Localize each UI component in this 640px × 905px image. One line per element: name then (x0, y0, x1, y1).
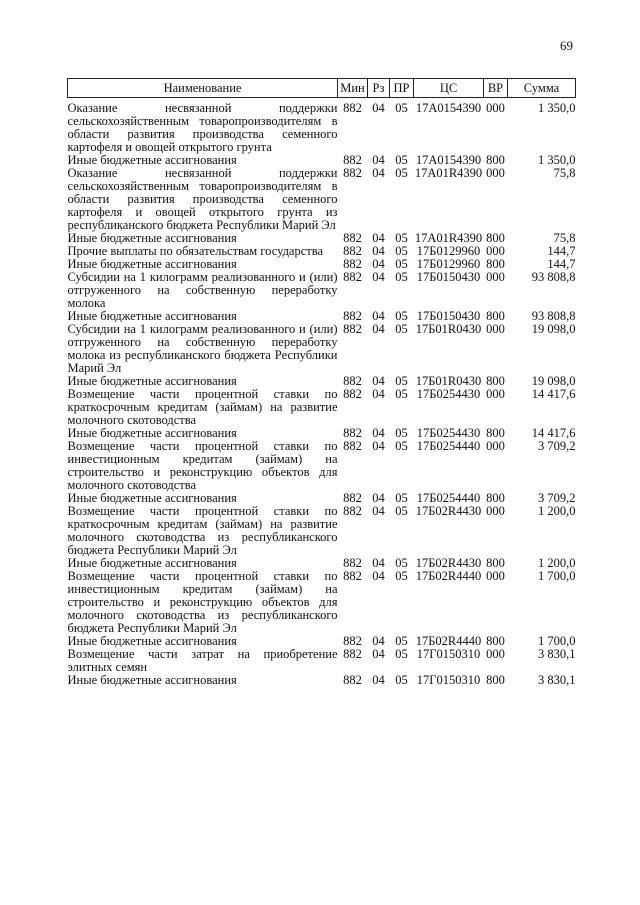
row-cs: 17Б0254430 (416, 426, 481, 440)
row-rz: 04 (372, 309, 385, 323)
row-cs: 17А01R4390 (414, 231, 483, 245)
row-pr: 05 (395, 634, 408, 648)
row-cs: 17Г0150310 (416, 647, 481, 661)
row-rz: 04 (372, 569, 385, 583)
row-rz: 04 (372, 101, 385, 115)
row-rz: 04 (372, 257, 385, 271)
column-header-name: Наименование (68, 79, 338, 98)
row-min: 882 (343, 569, 362, 583)
row-cs: 17Б01R0430 (415, 322, 482, 336)
column-header-cs: ЦС (414, 79, 484, 98)
row-name: Иные бюджетные ассигнования (67, 257, 237, 271)
row-name: Иные бюджетные ассигнования (67, 426, 237, 440)
row-vr: 800 (486, 257, 505, 271)
row-vr: 800 (486, 634, 505, 648)
row-min: 882 (343, 101, 362, 115)
row-sum: 93 808,8 (531, 270, 576, 284)
row-pr: 05 (395, 647, 408, 661)
row-pr: 05 (395, 244, 408, 258)
row-pr: 05 (395, 231, 408, 245)
row-rz: 04 (372, 673, 385, 687)
row-min: 882 (343, 244, 362, 258)
table-row (68, 440, 576, 492)
row-vr: 000 (486, 647, 505, 661)
row-vr: 000 (486, 504, 505, 518)
row-min: 882 (343, 374, 362, 388)
row-sum: 75,8 (553, 166, 576, 180)
row-vr: 800 (486, 153, 505, 167)
row-pr: 05 (395, 166, 408, 180)
row-rz: 04 (372, 374, 385, 388)
row-min: 882 (343, 439, 362, 453)
row-sum: 14 417,6 (531, 426, 576, 440)
row-pr: 05 (395, 309, 408, 323)
row-name: Иные бюджетные ассигнования (67, 374, 237, 388)
row-min: 882 (343, 647, 362, 661)
row-pr: 05 (395, 153, 408, 167)
row-cs: 17Б02R4430 (415, 556, 482, 570)
row-vr: 000 (486, 387, 505, 401)
row-cs: 17А01R4390 (414, 166, 483, 180)
row-rz: 04 (372, 322, 385, 336)
row-cs: 17Б02R4440 (415, 634, 482, 648)
table-row (68, 570, 576, 635)
budget-table (67, 78, 576, 687)
row-min: 882 (343, 387, 362, 401)
row-sum: 14 417,6 (531, 387, 576, 401)
row-cs: 17Б0129960 (416, 244, 481, 258)
row-sum: 3 709,2 (538, 439, 576, 453)
row-sum: 3 830,1 (538, 673, 576, 687)
row-pr: 05 (395, 556, 408, 570)
row-sum: 144,7 (547, 257, 576, 271)
row-vr: 800 (486, 231, 505, 245)
row-vr: 000 (486, 322, 505, 336)
row-sum: 1 350,0 (538, 101, 576, 115)
row-min: 882 (343, 153, 362, 167)
row-pr: 05 (395, 270, 408, 284)
column-header-rz: Рз (368, 79, 390, 98)
page-number: 69 (560, 38, 573, 53)
row-pr: 05 (395, 439, 408, 453)
row-rz: 04 (372, 647, 385, 661)
row-rz: 04 (372, 166, 385, 180)
row-pr: 05 (395, 374, 408, 388)
table-row (68, 98, 576, 155)
row-cs: 17Б02R4440 (415, 569, 482, 583)
row-name: Возмещение части процентной ставки по инвестиционным кредитам (займам) на строительство и реконструкцию объектов для молочного скотоводства (67, 439, 338, 492)
row-pr: 05 (395, 569, 408, 583)
table-row (68, 388, 576, 427)
row-min: 882 (343, 504, 362, 518)
row-min: 882 (343, 166, 362, 180)
table-row (68, 271, 576, 310)
row-sum: 19 098,0 (531, 374, 576, 388)
row-rz: 04 (372, 231, 385, 245)
row-pr: 05 (395, 491, 408, 505)
row-name: Оказание несвязанной поддержки сельскохозяйственным товаропроизводителям в области развития производства семенного картофеля и овощей открытого грунта из республиканского бюджета Республики Марий Эл (67, 166, 338, 232)
row-pr: 05 (395, 322, 408, 336)
row-name: Иные бюджетные ассигнования (67, 153, 237, 167)
row-vr: 800 (486, 309, 505, 323)
row-rz: 04 (372, 153, 385, 167)
row-pr: 05 (395, 504, 408, 518)
row-vr: 000 (486, 270, 505, 284)
table-row (68, 505, 576, 557)
row-cs: 17Б0150430 (416, 270, 481, 284)
row-rz: 04 (372, 491, 385, 505)
table-row (68, 674, 576, 687)
row-sum: 1 700,0 (538, 569, 576, 583)
row-name: Возмещение части затрат на приобретение элитных семян (67, 647, 338, 674)
row-min: 882 (343, 270, 362, 284)
table-header-row (68, 79, 576, 98)
row-vr: 800 (486, 673, 505, 687)
row-sum: 75,8 (553, 231, 576, 245)
row-cs: 17Г0150310 (416, 673, 481, 687)
row-cs: 17А0154390 (415, 153, 482, 167)
row-sum: 1 350,0 (538, 153, 576, 167)
row-vr: 000 (486, 439, 505, 453)
row-cs: 17Б0150430 (416, 309, 481, 323)
row-rz: 04 (372, 504, 385, 518)
row-pr: 05 (395, 101, 408, 115)
row-min: 882 (343, 556, 362, 570)
row-cs: 17Б02R4430 (415, 504, 482, 518)
row-pr: 05 (395, 387, 408, 401)
row-sum: 93 808,8 (531, 309, 576, 323)
column-header-pr: ПР (390, 79, 414, 98)
row-cs: 17А0154390 (415, 101, 482, 115)
row-name: Возмещение части процентной ставки по краткосрочным кредитам (займам) на развитие молочного скотоводства из республиканского бюджета Республики Марий Эл (67, 504, 338, 557)
row-sum: 3 830,1 (538, 647, 576, 661)
row-rz: 04 (372, 556, 385, 570)
row-min: 882 (343, 491, 362, 505)
row-name: Иные бюджетные ассигнования (67, 634, 237, 648)
row-sum: 144,7 (547, 244, 576, 258)
table-row (68, 648, 576, 674)
row-cs: 17Б0254430 (416, 387, 481, 401)
row-rz: 04 (372, 634, 385, 648)
row-min: 882 (343, 257, 362, 271)
row-sum: 1 700,0 (538, 634, 576, 648)
row-name: Иные бюджетные ассигнования (67, 309, 237, 323)
row-rz: 04 (372, 387, 385, 401)
row-cs: 17Б0254440 (416, 491, 481, 505)
row-rz: 04 (372, 270, 385, 284)
row-vr: 000 (486, 166, 505, 180)
column-header-min: Мин (338, 79, 368, 98)
row-vr: 800 (486, 491, 505, 505)
row-vr: 000 (486, 244, 505, 258)
row-cs: 17Б0129960 (416, 257, 481, 271)
row-vr: 000 (486, 569, 505, 583)
row-name: Возмещение части процентной ставки по краткосрочным кредитам (займам) на развитие молочного скотоводства (67, 387, 338, 427)
row-sum: 1 200,0 (538, 504, 576, 518)
row-sum: 1 200,0 (538, 556, 576, 570)
row-vr: 800 (486, 426, 505, 440)
row-min: 882 (343, 322, 362, 336)
row-pr: 05 (395, 426, 408, 440)
row-vr: 800 (486, 556, 505, 570)
row-pr: 05 (395, 673, 408, 687)
row-name: Оказание несвязанной поддержки сельскохозяйственным товаропроизводителям в области развития производства семенного картофеля и овощей открытого грунта (67, 101, 338, 154)
row-sum: 3 709,2 (538, 491, 576, 505)
row-sum: 19 098,0 (531, 322, 576, 336)
row-name: Возмещение части процентной ставки по инвестиционным кредитам (займам) на строительство и реконструкцию объектов для молочного скотоводства из республиканского бюджета Республики Марий Эл (67, 569, 338, 635)
row-min: 882 (343, 309, 362, 323)
column-header-sum: Сумма (508, 79, 576, 98)
column-header-vr: ВР (484, 79, 508, 98)
row-cs: 17Б0254440 (416, 439, 481, 453)
row-pr: 05 (395, 257, 408, 271)
row-name: Субсидии на 1 килограмм реализованного и (или) отгруженного на собственную переработку молока из республиканского бюджета Республики Марий Эл (67, 322, 338, 375)
row-min: 882 (343, 634, 362, 648)
row-name: Прочие выплаты по обязательствам государства (67, 244, 324, 258)
row-rz: 04 (372, 439, 385, 453)
row-name: Иные бюджетные ассигнования (67, 231, 237, 245)
row-name: Субсидии на 1 килограмм реализованного и (или) отгруженного на собственную переработку молока (67, 270, 338, 310)
row-min: 882 (343, 426, 362, 440)
table-row (68, 167, 576, 232)
row-name: Иные бюджетные ассигнования (67, 673, 237, 687)
row-min: 882 (343, 231, 362, 245)
row-min: 882 (343, 673, 362, 687)
table-row (68, 323, 576, 375)
row-name: Иные бюджетные ассигнования (67, 556, 237, 570)
row-vr: 800 (486, 374, 505, 388)
row-name: Иные бюджетные ассигнования (67, 491, 237, 505)
row-cs: 17Б01R0430 (415, 374, 482, 388)
row-vr: 000 (486, 101, 505, 115)
row-rz: 04 (372, 244, 385, 258)
row-rz: 04 (372, 426, 385, 440)
